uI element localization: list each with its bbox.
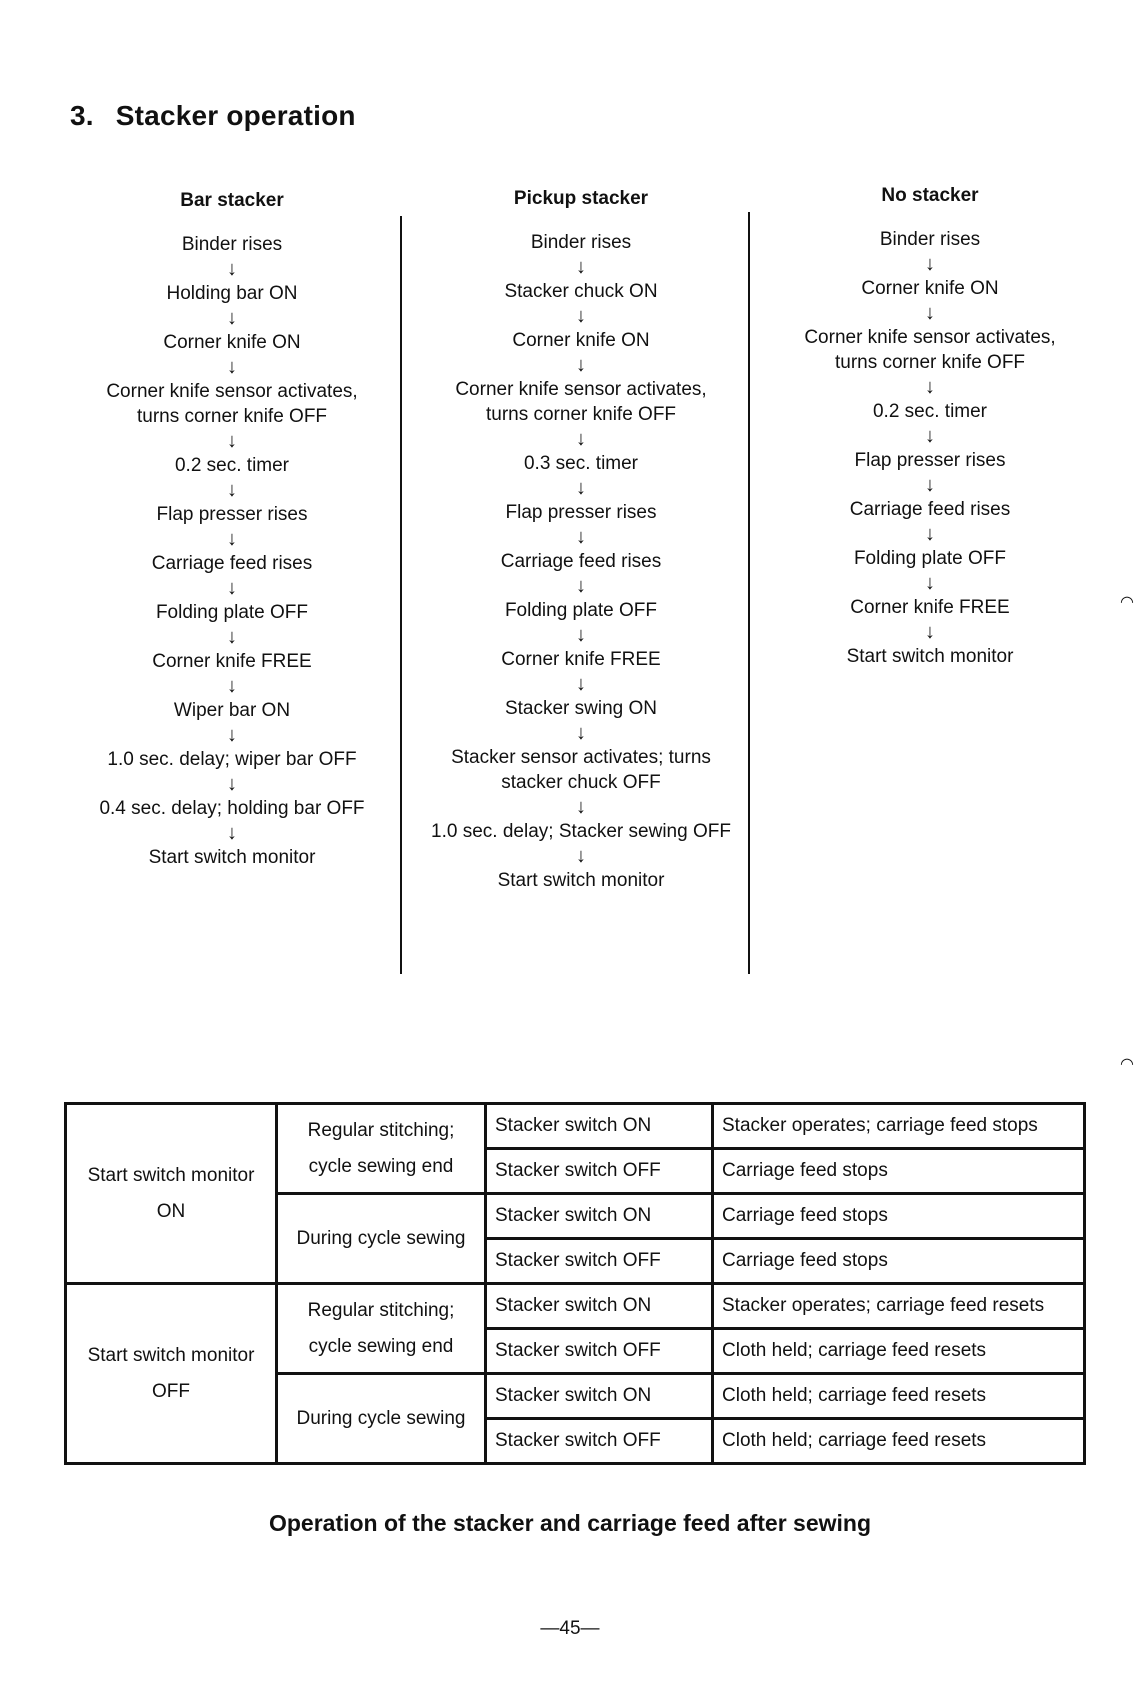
stacker-switch-cell: Stacker switch ON <box>486 1194 713 1239</box>
flow-step: Folding plate OFF <box>504 600 658 621</box>
down-arrow-icon: ↓ <box>227 577 237 599</box>
flow-step: Binder rises <box>181 234 283 255</box>
monitor-state-line: Start switch monitor <box>87 1344 255 1366</box>
down-arrow-icon: ↓ <box>227 258 237 280</box>
flow-step: 0.3 sec. timer <box>523 453 639 474</box>
sewing-mode-line: cycle sewing end <box>308 1335 454 1357</box>
down-arrow-icon: ↓ <box>576 624 586 646</box>
result-cell: Cloth held; carriage feed resets <box>713 1329 1085 1374</box>
margin-mark: ◠ <box>1120 1056 1134 1073</box>
flow-step <box>765 325 1095 375</box>
flow-step: Flap presser rises <box>156 504 308 525</box>
flow-step: Corner knife FREE <box>501 649 661 670</box>
margin-mark: ◠ <box>1120 594 1134 611</box>
down-arrow-icon: ↓ <box>227 724 237 746</box>
stacker-switch-cell: Stacker switch OFF <box>486 1329 713 1374</box>
flow-step-line: Corner knife sensor activates, <box>106 381 358 402</box>
result-cell: Carriage feed stops <box>713 1194 1085 1239</box>
sewing-mode-cell <box>277 1284 486 1374</box>
down-arrow-icon: ↓ <box>227 822 237 844</box>
flow-step: Flap presser rises <box>854 450 1006 471</box>
down-arrow-icon: ↓ <box>576 575 586 597</box>
flow-step: Folding plate OFF <box>853 548 1007 569</box>
result-cell: Stacker operates; carriage feed resets <box>713 1284 1085 1329</box>
flow-step: Start switch monitor <box>497 870 665 891</box>
flow-step: Start switch monitor <box>148 847 316 868</box>
down-arrow-icon: ↓ <box>227 307 237 329</box>
sewing-mode-line: Regular stitching; <box>307 1119 455 1141</box>
flow-step: 1.0 sec. delay; wiper bar OFF <box>107 749 357 770</box>
flow-step: Holding bar ON <box>166 283 298 304</box>
result-cell: Stacker operates; carriage feed stops <box>713 1104 1085 1149</box>
down-arrow-icon: ↓ <box>227 626 237 648</box>
down-arrow-icon: ↓ <box>925 425 935 447</box>
flow-step <box>416 377 746 427</box>
stacker-switch-cell: Stacker switch ON <box>486 1104 713 1149</box>
flow-step-line: stacker chuck OFF <box>501 772 661 793</box>
section-number: 3. <box>70 100 94 131</box>
down-arrow-icon: ↓ <box>576 673 586 695</box>
flow-step: Binder rises <box>879 229 981 250</box>
monitor-state-cell <box>66 1284 277 1464</box>
flow-step-line: turns corner knife OFF <box>485 404 677 425</box>
flow-step-line: Corner knife sensor activates, <box>455 379 707 400</box>
sewing-mode-line: cycle sewing end <box>308 1155 454 1177</box>
pickup-stacker-column <box>416 188 746 893</box>
flow-step: Carriage feed rises <box>849 499 1011 520</box>
down-arrow-icon: ↓ <box>925 523 935 545</box>
result-cell: Cloth held; carriage feed resets <box>713 1419 1085 1464</box>
sewing-mode-cell <box>277 1104 486 1194</box>
stacker-switch-cell: Stacker switch ON <box>486 1374 713 1419</box>
flow-step-line: turns corner knife OFF <box>136 406 328 427</box>
down-arrow-icon: ↓ <box>576 796 586 818</box>
flow-step: Start switch monitor <box>846 646 1014 667</box>
flow-step: Corner knife FREE <box>152 651 312 672</box>
flow-step: Corner knife ON <box>163 332 301 353</box>
page-number: —45— <box>540 1618 600 1639</box>
down-arrow-icon: ↓ <box>227 773 237 795</box>
down-arrow-icon: ↓ <box>227 675 237 697</box>
down-arrow-icon: ↓ <box>925 572 935 594</box>
down-arrow-icon: ↓ <box>576 845 586 867</box>
result-cell: Carriage feed stops <box>713 1149 1085 1194</box>
stacker-switch-cell: Stacker switch OFF <box>486 1419 713 1464</box>
stacker-switch-cell: Stacker switch ON <box>486 1284 713 1329</box>
flow-step <box>67 379 397 429</box>
flow-step-line: Corner knife sensor activates, <box>804 327 1056 348</box>
down-arrow-icon: ↓ <box>576 722 586 744</box>
section-title <box>70 100 356 132</box>
sewing-mode-cell <box>277 1374 486 1464</box>
down-arrow-icon: ↓ <box>576 526 586 548</box>
down-arrow-icon: ↓ <box>576 354 586 376</box>
down-arrow-icon: ↓ <box>227 430 237 452</box>
flow-step: Stacker chuck ON <box>504 281 658 302</box>
bar-stacker-column <box>67 190 397 870</box>
flow-step: Wiper bar ON <box>173 700 291 721</box>
operation-table <box>64 1102 1086 1465</box>
column-heading: Pickup stacker <box>513 188 649 209</box>
table-row <box>66 1104 1085 1149</box>
flow-step: Carriage feed rises <box>151 553 313 574</box>
column-divider <box>400 216 402 974</box>
down-arrow-icon: ↓ <box>576 428 586 450</box>
result-cell: Cloth held; carriage feed resets <box>713 1374 1085 1419</box>
flow-step: Carriage feed rises <box>500 551 662 572</box>
down-arrow-icon: ↓ <box>576 256 586 278</box>
down-arrow-icon: ↓ <box>227 356 237 378</box>
monitor-state-line: OFF <box>152 1380 190 1402</box>
flow-step-line: turns corner knife OFF <box>834 352 1026 373</box>
flow-step: 0.2 sec. timer <box>174 455 290 476</box>
section-title-text: Stacker operation <box>115 100 356 131</box>
table-caption: Operation of the stacker and carriage feed after sewing <box>268 1510 872 1536</box>
sewing-mode-line: Regular stitching; <box>307 1299 455 1321</box>
flow-step: 1.0 sec. delay; Stacker sewing OFF <box>431 821 731 842</box>
no-stacker-column <box>765 185 1095 669</box>
down-arrow-icon: ↓ <box>227 479 237 501</box>
column-heading: No stacker <box>881 185 979 206</box>
monitor-state-line: Start switch monitor <box>87 1164 255 1186</box>
down-arrow-icon: ↓ <box>925 376 935 398</box>
result-cell: Carriage feed stops <box>713 1239 1085 1284</box>
flow-step: 0.2 sec. timer <box>872 401 988 422</box>
down-arrow-icon: ↓ <box>576 477 586 499</box>
down-arrow-icon: ↓ <box>925 253 935 275</box>
table-row <box>66 1284 1085 1329</box>
monitor-state-cell <box>66 1104 277 1284</box>
flow-step: Stacker swing ON <box>504 698 658 719</box>
flow-step <box>416 745 746 795</box>
down-arrow-icon: ↓ <box>925 302 935 324</box>
down-arrow-icon: ↓ <box>925 621 935 643</box>
stacker-switch-cell: Stacker switch OFF <box>486 1239 713 1284</box>
flow-step: 0.4 sec. delay; holding bar OFF <box>99 798 365 819</box>
column-heading: Bar stacker <box>180 190 284 211</box>
down-arrow-icon: ↓ <box>925 474 935 496</box>
sewing-mode-cell <box>277 1194 486 1284</box>
flow-step: Folding plate OFF <box>155 602 309 623</box>
column-divider <box>748 212 750 974</box>
sewing-mode-line: During cycle sewing <box>296 1407 466 1429</box>
monitor-state-line: ON <box>156 1200 186 1222</box>
stacker-switch-cell: Stacker switch OFF <box>486 1149 713 1194</box>
flow-step: Corner knife ON <box>861 278 999 299</box>
flow-step: Binder rises <box>530 232 632 253</box>
flow-step: Corner knife ON <box>512 330 650 351</box>
down-arrow-icon: ↓ <box>576 305 586 327</box>
flow-step: Flap presser rises <box>505 502 657 523</box>
flow-step-line: Stacker sensor activates; turns <box>451 747 711 768</box>
flow-step: Corner knife FREE <box>850 597 1010 618</box>
down-arrow-icon: ↓ <box>227 528 237 550</box>
sewing-mode-line: During cycle sewing <box>296 1227 466 1249</box>
